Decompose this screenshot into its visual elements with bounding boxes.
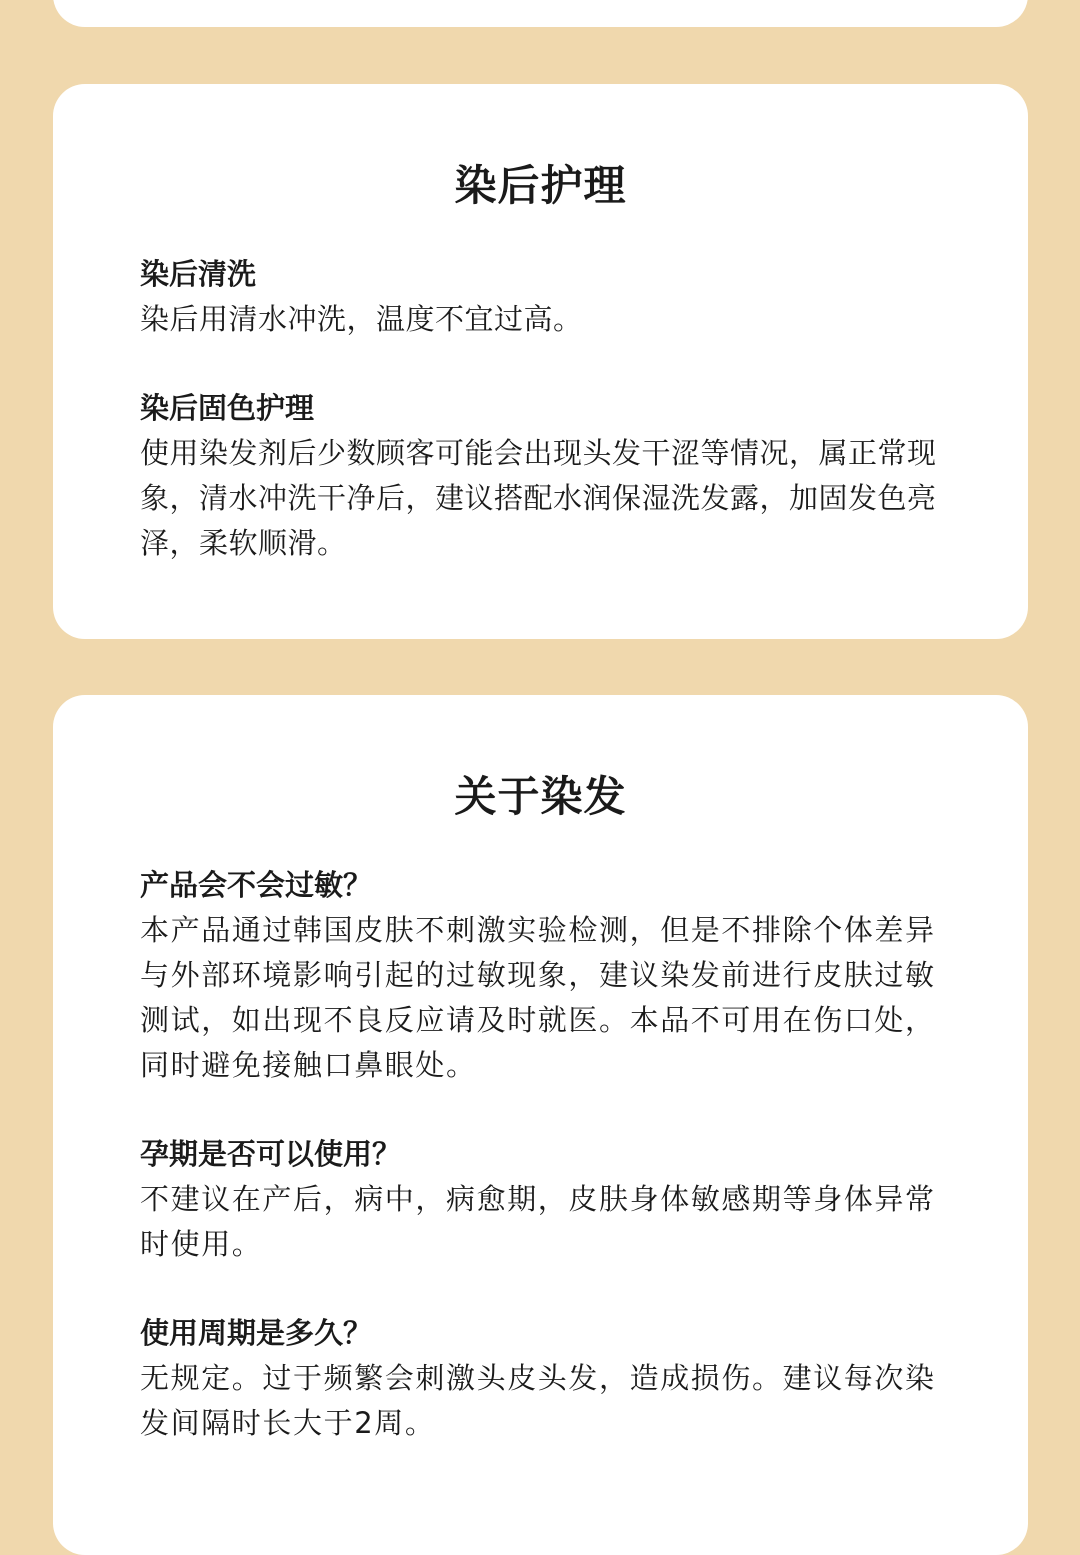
after-dye-care-card: [53, 84, 1028, 639]
card-title: 染后护理: [454, 161, 627, 210]
faq-section-rinse: [140, 252, 941, 342]
faq-section-allergy: [140, 863, 941, 1088]
section-heading: 染后固色护理: [140, 391, 315, 425]
faq-section-pregnancy: [140, 1132, 941, 1267]
section-body: 不建议在产后，病中，病愈期，皮肤身体敏感期等身体异常时使用。: [140, 1182, 936, 1261]
section-heading: 染后清洗: [140, 257, 257, 291]
section-heading: 孕期是否可以使用？: [140, 1137, 402, 1171]
section-body: 使用染发剂后少数顾客可能会出现头发干涩等情况，属正常现象，清水冲洗干净后，建议搭配水润保湿洗发露，加固发色亮泽，柔软顺滑。: [140, 436, 937, 560]
faq-section-frequency: [140, 1311, 941, 1446]
faq-section-color-fix: [140, 386, 941, 566]
section-heading: 产品会不会过敏？: [140, 868, 373, 902]
about-dye-card: [53, 695, 1028, 1555]
previous-card: [53, 0, 1028, 27]
section-heading: 使用周期是多久？: [140, 1316, 373, 1350]
section-body: 染后用清水冲洗，温度不宜过高。: [140, 302, 583, 336]
card-title: 关于染发: [454, 772, 627, 821]
section-body: 本产品通过韩国皮肤不刺激实验检测，但是不排除个体差异与外部环境影响引起的过敏现象，建议染发前进行皮肤过敏测试，如出现不良反应请及时就医。本品不可用在伤口处，同时避免接触口鼻眼处。: [140, 913, 936, 1082]
section-body: 无规定。过于频繁会刺激头皮头发，造成损伤。建议每次染发间隔时长大于2周。: [140, 1361, 936, 1440]
